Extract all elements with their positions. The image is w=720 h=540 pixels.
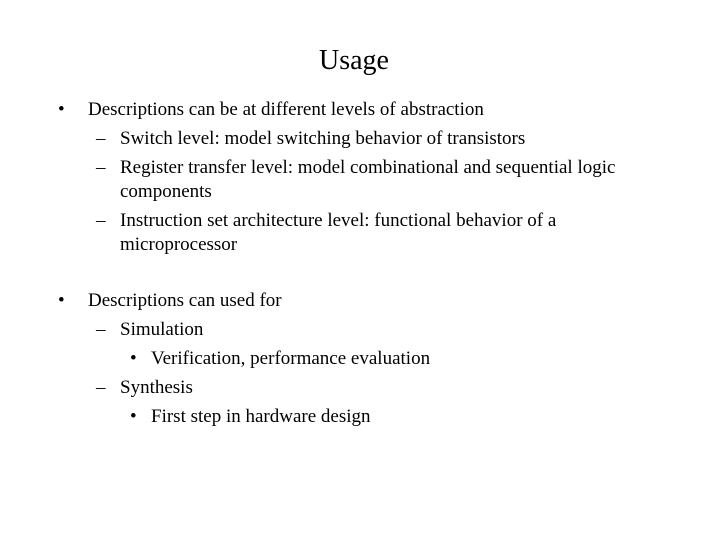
- sub-item-text: Simulation: [120, 319, 204, 340]
- sub-item: [96, 318, 650, 342]
- bullet-icon: •: [58, 99, 65, 120]
- sub-item: [96, 209, 650, 257]
- sub-item-text: Instruction set architecture level: functional behavior of a microprocessor: [120, 210, 557, 255]
- dash-icon: –: [96, 210, 106, 231]
- dash-icon: –: [96, 128, 106, 149]
- sub-item-text: Register transfer level: model combinational and sequential logic components: [120, 157, 616, 202]
- bullet-item: [58, 289, 688, 313]
- sub-item: [96, 376, 650, 400]
- sub-item-text: Synthesis: [120, 377, 193, 398]
- bullet-text: Descriptions can used for: [88, 290, 282, 311]
- bullet-text: Descriptions can be at different levels of abstraction: [88, 99, 484, 120]
- slide-title: Usage: [319, 45, 389, 76]
- bullet-item: [58, 98, 688, 122]
- dash-icon: –: [96, 157, 106, 178]
- slide-body: [0, 98, 720, 429]
- sub-item: [96, 127, 650, 151]
- dash-icon: –: [96, 319, 106, 340]
- bullet-icon: •: [58, 290, 65, 311]
- sub-sub-item-text: Verification, performance evaluation: [151, 348, 431, 369]
- sub-item-text: Switch level: model switching behavior of transistors: [120, 128, 526, 149]
- bullet-icon: •: [130, 406, 137, 427]
- dash-icon: –: [96, 377, 106, 398]
- sub-item: [96, 156, 650, 204]
- sub-sub-item: [130, 347, 671, 371]
- sub-sub-item: [130, 405, 671, 429]
- bullet-icon: •: [130, 348, 137, 369]
- sub-sub-item-text: First step in hardware design: [151, 406, 371, 427]
